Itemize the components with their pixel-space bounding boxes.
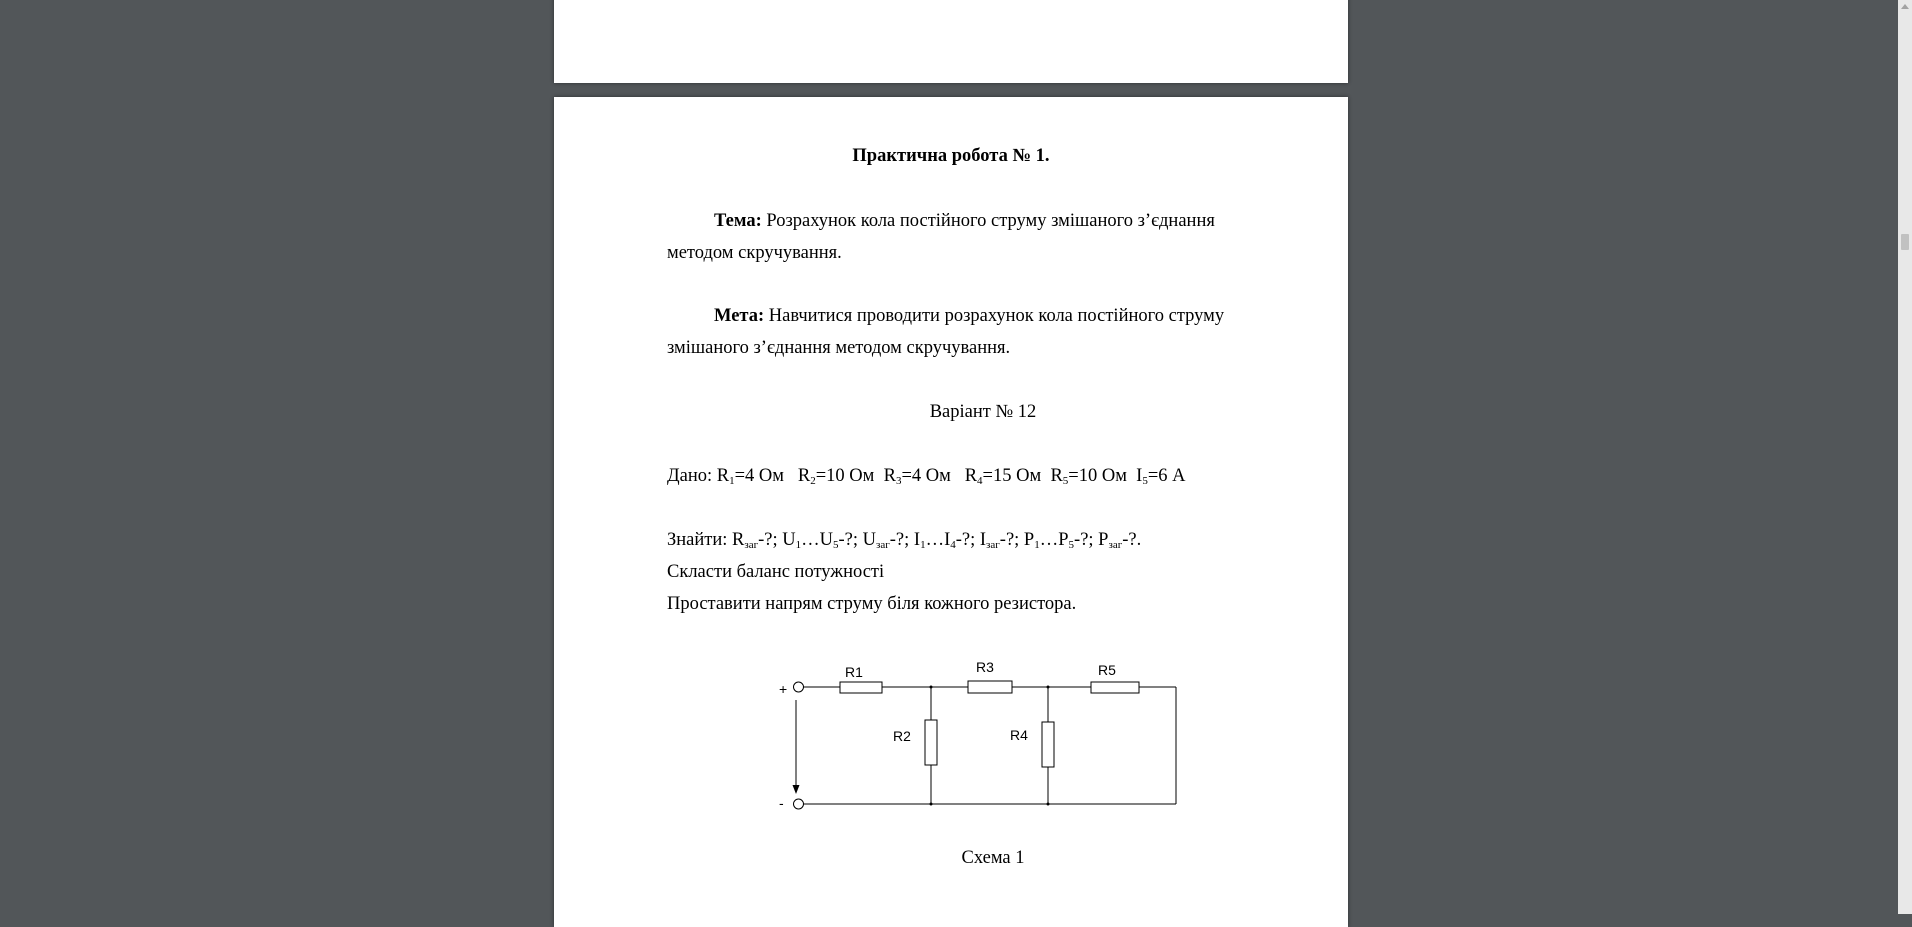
- resistor-r1: [840, 682, 882, 693]
- terminal-plus: [794, 682, 804, 692]
- r2-label: R2: [893, 728, 911, 744]
- previous-page: [554, 0, 1348, 83]
- scroll-thumb[interactable]: [1901, 234, 1909, 250]
- arrow-head: [793, 785, 800, 794]
- scroll-up-icon[interactable]: [1900, 2, 1910, 12]
- r3-label: R3: [976, 659, 994, 675]
- given-r3: $R_3=4$ Ом: [883, 466, 951, 487]
- resistor-r3: [968, 681, 1012, 693]
- find-line: Знайти: $R_{заг}-$?; $U_1\dots U_5-$?; $U_{заг}-$?; $I_1\dots I_4-$?; $I_{заг}-$?; $P_1\dots P_5-$?; $P_{заг}-$?.: [667, 530, 1142, 551]
- topic-label: Тема:: [714, 211, 762, 231]
- minus-label: -: [779, 795, 784, 811]
- given-r4: $R_4=15$ Ом: [964, 466, 1042, 487]
- vertical-scrollbar[interactable]: [1898, 0, 1912, 914]
- page-title: Практична робота № 1.: [852, 146, 1050, 166]
- variant-label: Варіант № 12: [929, 402, 1037, 422]
- plus-label: +: [779, 681, 788, 697]
- given-r2: $R_2=10$ Ом: [797, 466, 875, 487]
- terminal-minus: [794, 799, 804, 809]
- goal-text: Навчитися проводити розрахунок кола постійного струму: [768, 306, 1225, 326]
- diagram-caption: Схема 1: [961, 848, 1025, 868]
- resistor-r2: [925, 720, 937, 765]
- document-page: [554, 97, 1348, 927]
- goal-label: Мета:: [714, 306, 765, 326]
- given-prefix: Дано:: [667, 466, 717, 486]
- r4-label: R4: [1010, 727, 1028, 743]
- r5-label: R5: [1098, 662, 1116, 678]
- given-r1: $R_1=4$ Ом: [716, 466, 784, 487]
- given-r5: $R_5=10$ Ом: [1050, 466, 1127, 487]
- balance-line: Скласти баланс потужності: [667, 562, 885, 582]
- topic-text: Розрахунок кола постійного струму змішаного з’єднання: [766, 211, 1215, 231]
- resistor-r5: [1091, 682, 1139, 693]
- r1-label: R1: [845, 664, 863, 680]
- goal-line-2: змішаного з’єднання методом скручування.: [667, 338, 1011, 358]
- circuit-diagram: [554, 97, 1348, 927]
- topic-line-2: методом скручування.: [667, 243, 842, 263]
- direction-line: Проставити напрям струму біля кожного резистора.: [667, 594, 1077, 614]
- resistor-r4: [1042, 722, 1054, 767]
- given-i5: $I_5=6$ А: [1136, 466, 1186, 487]
